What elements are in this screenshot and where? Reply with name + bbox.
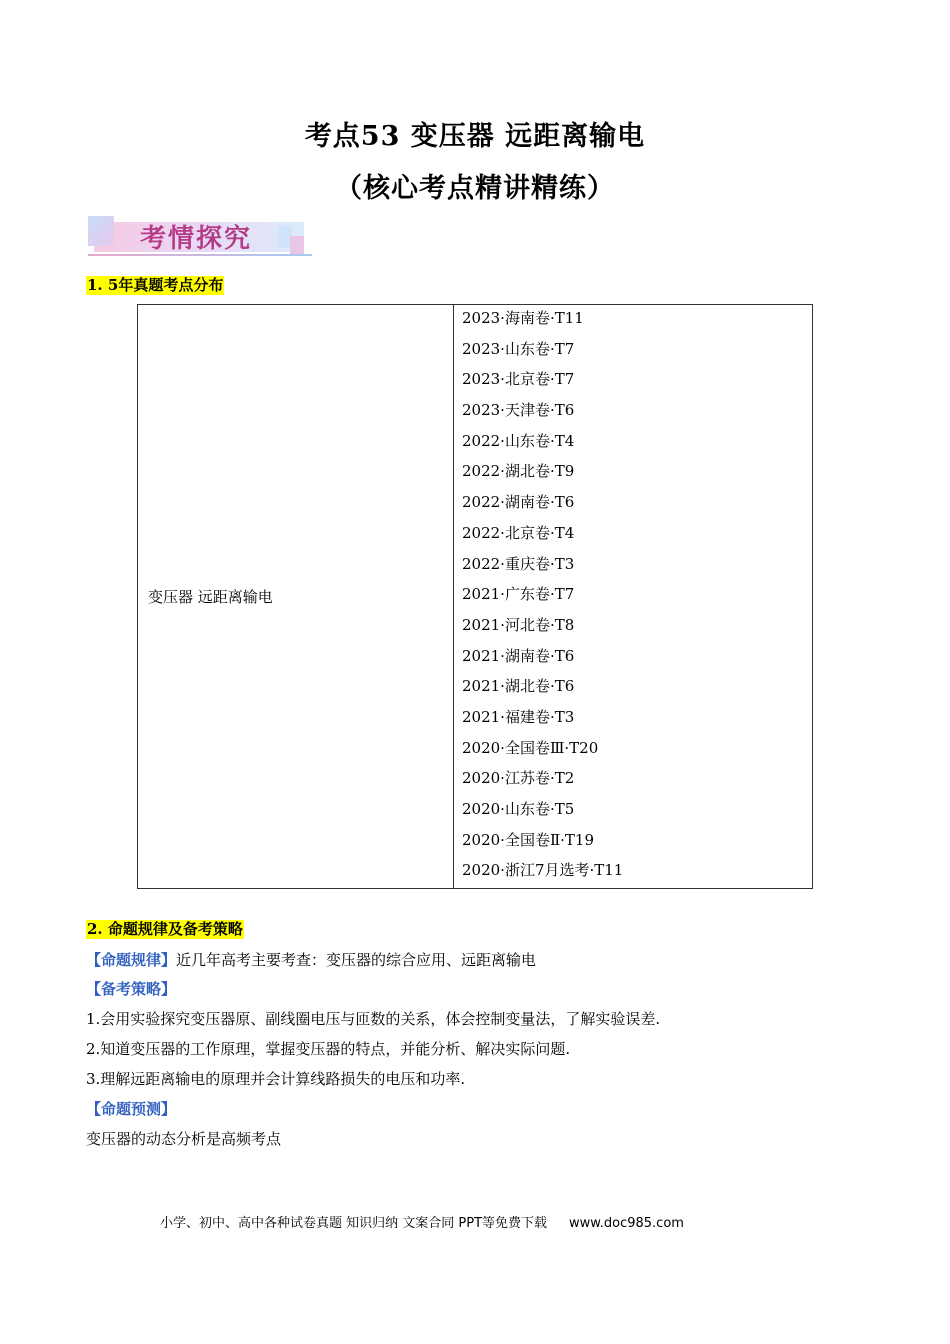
exam-item: 2021·湖南卷·T6 xyxy=(462,646,575,665)
exam-item: 2021·河北卷·T8 xyxy=(462,615,575,634)
exam-item: 2021·福建卷·T3 xyxy=(462,707,575,726)
exam-item: 2021·湖北卷·T6 xyxy=(462,677,575,696)
exam-item: 2023·天津卷·T6 xyxy=(462,401,575,420)
exam-item: 2022·湖南卷·T6 xyxy=(462,493,575,512)
section-banner xyxy=(88,214,312,258)
exam-item: 2020·全国卷Ⅲ·T20 xyxy=(462,738,599,757)
rule-line xyxy=(86,950,536,970)
strategy-line xyxy=(86,979,176,999)
exam-item: 2023·山东卷·T7 xyxy=(462,339,575,358)
page-title: 考点53 变压器 远距离输电 xyxy=(304,121,646,152)
footer-link[interactable]: www.doc985.com xyxy=(569,1216,684,1231)
strategy-item: 2.知道变压器的工作原理，掌握变压器的特点，并能分析、解决实际问题. xyxy=(86,1040,571,1058)
exam-item: 2023·北京卷·T7 xyxy=(462,370,575,389)
exam-item: 2020·浙江7月选考·T11 xyxy=(462,861,624,880)
rule-label: 【命题规律】 xyxy=(86,951,177,969)
exam-item: 2022·湖北卷·T9 xyxy=(462,462,575,481)
exam-item: 2022·北京卷·T4 xyxy=(462,523,575,542)
banner-decoration xyxy=(290,236,304,254)
forecast-text: 变压器的动态分析是高频考点 xyxy=(86,1130,282,1148)
exam-item: 2021·广东卷·T7 xyxy=(462,585,575,604)
banner-title: 考情探究 xyxy=(140,224,253,254)
strategy-label: 【备考策略】 xyxy=(86,980,177,998)
strategy-item: 1.会用实验探究变压器原、副线圈电压与匝数的关系，体会控制变量法，了解实验误差. xyxy=(86,1010,661,1028)
rule-text: 近几年高考主要考查：变压器的综合应用、远距离输电 xyxy=(176,951,537,969)
exam-item: 2022·重庆卷·T3 xyxy=(462,554,575,573)
page-footer xyxy=(160,1212,684,1231)
strategy-item: 3.理解远距离输电的原理并会计算线路损失的电压和功率. xyxy=(86,1070,466,1088)
forecast-line xyxy=(86,1099,176,1119)
banner-decoration xyxy=(88,216,114,246)
exam-item: 2020·全国卷Ⅱ·T19 xyxy=(462,830,594,849)
section-heading: 1. 5年真题考点分布 xyxy=(87,276,224,294)
page-subtitle: （核心考点精讲精练） xyxy=(335,173,615,204)
exam-item: 2023·海南卷·T11 xyxy=(462,309,584,327)
exam-distribution-table xyxy=(137,304,813,889)
forecast-label: 【命题预测】 xyxy=(86,1100,177,1118)
section-heading: 2. 命题规律及备考策略 xyxy=(87,920,243,938)
topic-cell: 变压器 远距离输电 xyxy=(138,305,454,889)
exam-item: 2022·山东卷·T4 xyxy=(462,431,575,450)
exam-list-cell xyxy=(454,305,813,889)
exam-item: 2020·江苏卷·T2 xyxy=(462,769,575,788)
exam-item: 2020·山东卷·T5 xyxy=(462,800,575,818)
footer-text: 小学、初中、高中各种试卷真题 知识归纳 文案合同 PPT等免费下载 xyxy=(160,1216,548,1231)
